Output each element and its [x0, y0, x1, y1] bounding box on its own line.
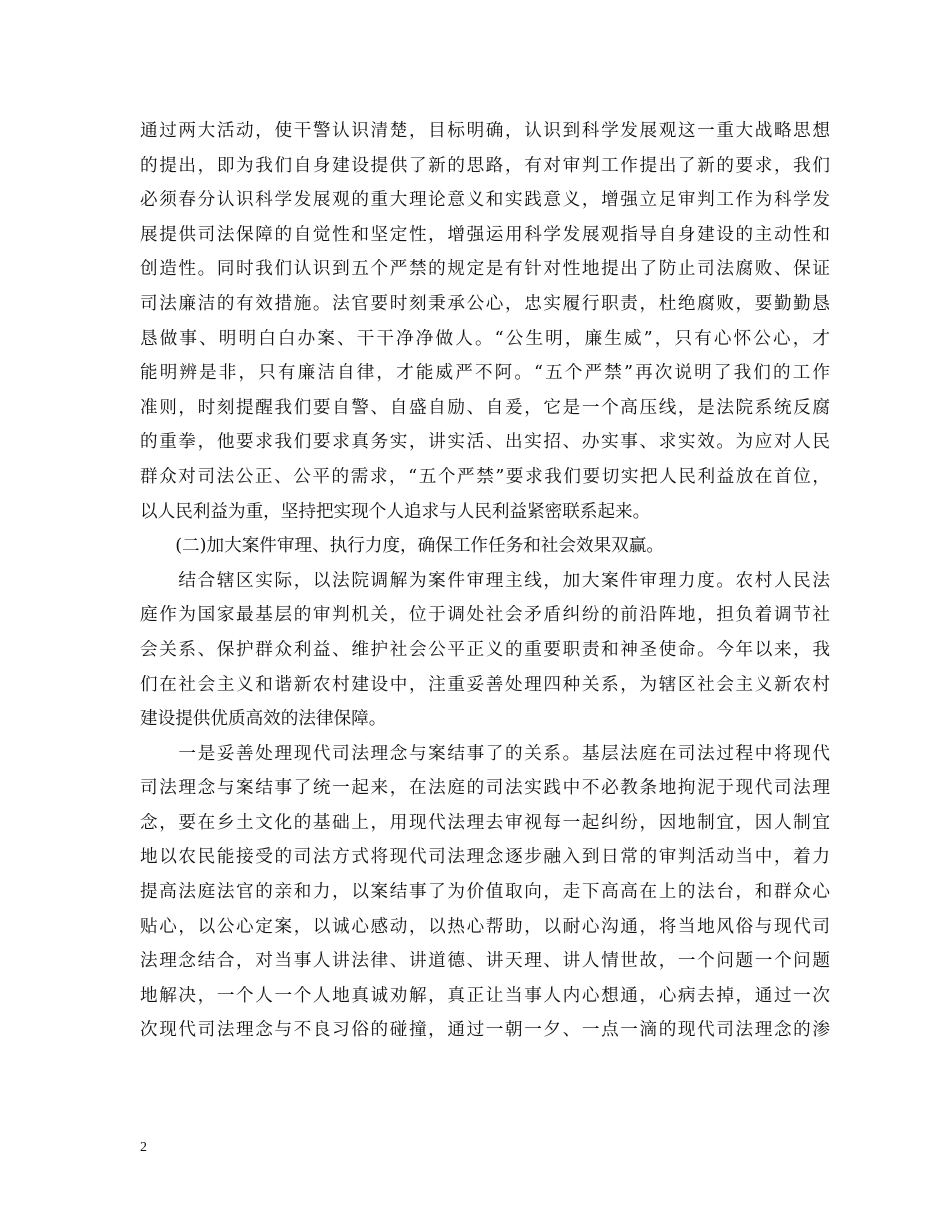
- document-body: [140, 114, 830, 1048]
- text-line: 法理念结合，对当事人讲法律、讲道德、讲天理、讲人情世故，一个问题一个问题: [140, 951, 830, 972]
- text-line: 庭作为国家最基层的审判机关，位于调处社会矛盾纠纷的前沿阵地，担负着调节社: [140, 605, 830, 626]
- text-line: 结合辖区实际，以法院调解为案件审理主线，加大案件审理力度。农村人民法: [140, 570, 830, 591]
- text-line: 念，要在乡土文化的基础上，用现代法理去审视每一起纠纷，因地制宜，因人制宜: [140, 812, 830, 833]
- text-line: 们在社会主义和谐新农村建设中，注重妥善处理四种关系，为辖区社会主义新农村: [140, 674, 830, 695]
- text-line: 准则，时刻提醒我们要自警、自盛自励、自爰，它是一个高压线，是法院系统反腐: [140, 397, 830, 418]
- text-line: 司法廉洁的有效措施。法官要时刻秉承公心，忠实履行职责，杜绝腐败，要勤勤恳: [140, 293, 830, 314]
- text-line: 通过两大活动，使干警认识清楚，目标明确，认识到科学发展观这一重大战略思想: [140, 121, 830, 141]
- text-line: 展提供司法保障的自觉性和坚定性，增强运用科学发展观指导自身建设的主动性和: [140, 224, 830, 245]
- text-line: 创造性。同时我们认识到五个严禁的规定是有针对性地提出了防止司法腐败、保证: [140, 259, 830, 280]
- text-line: (二)加大案件审理、执行力度，确保工作任务和社会效果双赢。: [140, 536, 664, 557]
- text-line: 的重拳，他要求我们要求真务实，讲实活、出实招、办实事、求实效。为应对人民: [140, 432, 830, 453]
- text-line: 司法理念与案结事了统一起来，在法庭的司法实践中不必教条地拘泥于现代司法理: [140, 778, 830, 799]
- text-line: 群众对司法公正、公平的需求，“五个严禁”要求我们要切实把人民利益放在首位，: [140, 466, 830, 487]
- page-number: 2: [140, 1140, 147, 1155]
- text-line: 能明辨是非，只有廉洁自律，才能威严不阿。“五个严禁”再次说明了我们的工作: [140, 363, 830, 384]
- text-line: 贴心，以公心定案，以诚心感动，以热心帮助，以耐心沟通，将当地风俗与现代司: [140, 916, 830, 937]
- text-line: 会关系、保护群众利益、维护社会公平正义的重要职责和神圣使命。今年以来，我: [140, 639, 830, 660]
- text-line: 恳做事、明明白白办案、干干净净做人。“公生明，廉生威”，只有心怀公心，才: [140, 328, 830, 349]
- text-line: 次现代司法理念与不良习俗的碰撞，通过一朝一夕、一点一滴的现代司法理念的渗: [140, 1020, 830, 1041]
- text-line: 地以农民能接受的司法方式将现代司法理念逐步融入到日常的审判活动当中，着力: [140, 847, 830, 868]
- text-line: 建设提供优质高效的法律保障。: [140, 709, 387, 730]
- text-line: 一是妥善处理现代司法理念与案结事了的关系。基层法庭在司法过程中将现代: [140, 743, 830, 764]
- text-line: 提高法庭法官的亲和力，以案结事了为价值取向，走下高高在上的法台，和群众心: [140, 882, 830, 903]
- text-line: 的提出，即为我们自身建设提供了新的思路，有对审判工作提出了新的要求，我们: [140, 155, 830, 176]
- text-line: 以人民利益为重，坚持把实现个人追求与人民利益紧密联系起来。: [140, 501, 651, 522]
- text-line: 必须春分认识科学发展观的重大理论意义和实践意义，增强立足审判工作为科学发: [140, 190, 830, 211]
- text-line: 地解决，一个人一个人地真诚劝解，真正让当事人内心想通，心病去掉，通过一次: [140, 985, 830, 1006]
